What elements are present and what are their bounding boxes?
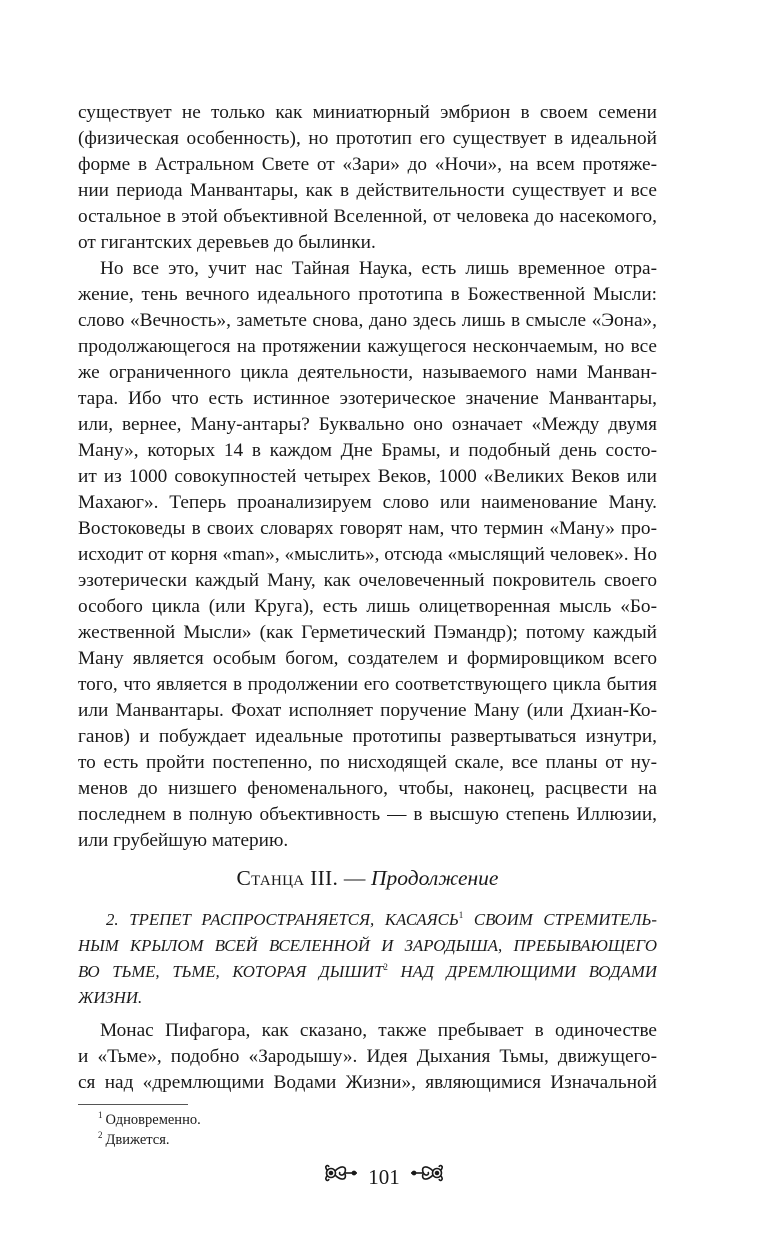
stanza-line: НЫМ КРЫЛОМ ВСЕЙ ВСЕЛЕННОЙ И ЗАРОДЫША, ПРЕБЫВАЮЩЕГО	[78, 936, 657, 955]
footnote-mark: 1	[98, 1110, 103, 1120]
text-line: остальное в этой объективной Вселенной, от человека до насекомого,	[78, 206, 657, 227]
text-line: исходит от корня «man», «мыслить», отсюда «мыслящий человек». Но	[78, 544, 657, 565]
text-line: Ману является особым богом, создателем и формировщиком всего	[78, 648, 657, 669]
text-line: и «Тьме», подобно «Зародышу». Идея Дыхания Тьмы, движущего-	[78, 1046, 657, 1067]
text-line: (физическая особенность), но прототип его существует в идеальной	[78, 128, 657, 149]
text-line: жение, тень вечного идеального прототипа в Божественной Мысли:	[78, 284, 657, 305]
text-line: продолжающегося на протяжении кажущегося нескончаемым, но все	[78, 336, 657, 357]
ornament-flourish-icon	[409, 1162, 447, 1192]
text-line: существует не только как миниатюрный эмбрион в своем семени	[78, 102, 657, 123]
text-line: ит из 1000 совокупностей четырех Веков, 1000 «Великих Веков или	[78, 466, 657, 487]
footnote-mark: 2	[98, 1130, 103, 1140]
text-line: жественной Мысли» (как Герметический Пэмандр); потому каждый	[78, 622, 657, 643]
text-line: от гигантских деревьев до былинки.	[78, 232, 376, 253]
text-line: Востоковеды в своих словарях говорят нам, что термин «Ману» про-	[78, 518, 657, 539]
stanza-line: ВО ТЬМЕ, ТЬМЕ, КОТОРАЯ ДЫШИТ$^2$ НАД ДРЕМЛЮЩИМИ ВОДАМИ	[78, 962, 657, 981]
footnote-ref[interactable]: 1	[458, 910, 464, 920]
footnote	[98, 1130, 170, 1150]
text-line: Махаюг». Теперь проанализируем слово или наименование Ману.	[78, 492, 657, 513]
section-heading	[78, 864, 657, 892]
text-line: Ману», которых 14 в каждом Дне Брамы, и подобный день состо-	[78, 440, 657, 461]
heading-subtitle: Продолжение	[371, 866, 499, 890]
text-line: того, что является в продолжении его соответствующего цикла бытия	[78, 674, 657, 695]
text-line: слово «Вечность», заметьте снова, дано здесь лишь в смысле «Эона»,	[78, 310, 657, 331]
text-line: последнем в полную объективность — в высшую степень Иллюзии,	[78, 804, 657, 825]
text-line: же ограниченного цикла деятельности, называемого нами Манван-	[78, 362, 657, 383]
text-line: менов до низшего феноменального, чтобы, наконец, расцвести на	[78, 778, 657, 799]
footnote-divider	[78, 1104, 188, 1105]
folio	[0, 1160, 768, 1192]
footnote-ref[interactable]: 2	[383, 962, 388, 972]
text-line: ся над «дремлющими Водами Жизни», являющимися Изначальной	[78, 1072, 657, 1093]
footnote-text: Движется.	[105, 1132, 170, 1148]
text-line: Монас Пифагора, как сказано, также пребывает в одиночестве	[100, 1020, 657, 1041]
text-line: ганов) и побуждает идеальные прототипы развертываться изнутри,	[78, 726, 657, 747]
heading-title: Станца III. —	[236, 866, 366, 890]
page-number: 101	[368, 1165, 400, 1190]
text-line: эзотерически каждый Ману, как очеловеченный покровитель своего	[78, 570, 657, 591]
ornament-flourish-icon	[321, 1162, 359, 1192]
text-line: или грубейшую материю.	[78, 830, 289, 851]
footnote-text: Одновременно.	[105, 1112, 201, 1128]
text-line: или, вернее, Ману-антары? Буквально оно означает «Между двумя	[78, 414, 657, 435]
text-line: то есть пройти постепенно, по нисходящей скале, все планы от ну-	[78, 752, 657, 773]
stanza-line: 2. ТРЕПЕТ РАСПРОСТРАНЯЕТСЯ, КАСАЯСЬ$^1$ СВОИМ СТРЕМИТЕЛЬ-	[106, 910, 657, 929]
text-line: или Манвантары. Фохат исполняет поручение Ману (или Дхиан-Ко-	[78, 700, 657, 721]
footnote	[98, 1110, 201, 1130]
text-line: тара. Ибо что есть истинное эзотерическое значение Манвантары,	[78, 388, 657, 409]
text-line: нии периода Манвантары, как в действительности существует и все	[78, 180, 657, 201]
text-line: особого цикла (или Круга), есть лишь олицетворенная мысль «Бо-	[78, 596, 657, 617]
text-line: форме в Астральном Свете от «Зари» до «Ночи», на всем протяже-	[78, 154, 657, 175]
text-line: Но все это, учит нас Тайная Наука, есть лишь временное отра-	[100, 258, 657, 279]
stanza-line: ЖИЗНИ.	[78, 988, 143, 1007]
